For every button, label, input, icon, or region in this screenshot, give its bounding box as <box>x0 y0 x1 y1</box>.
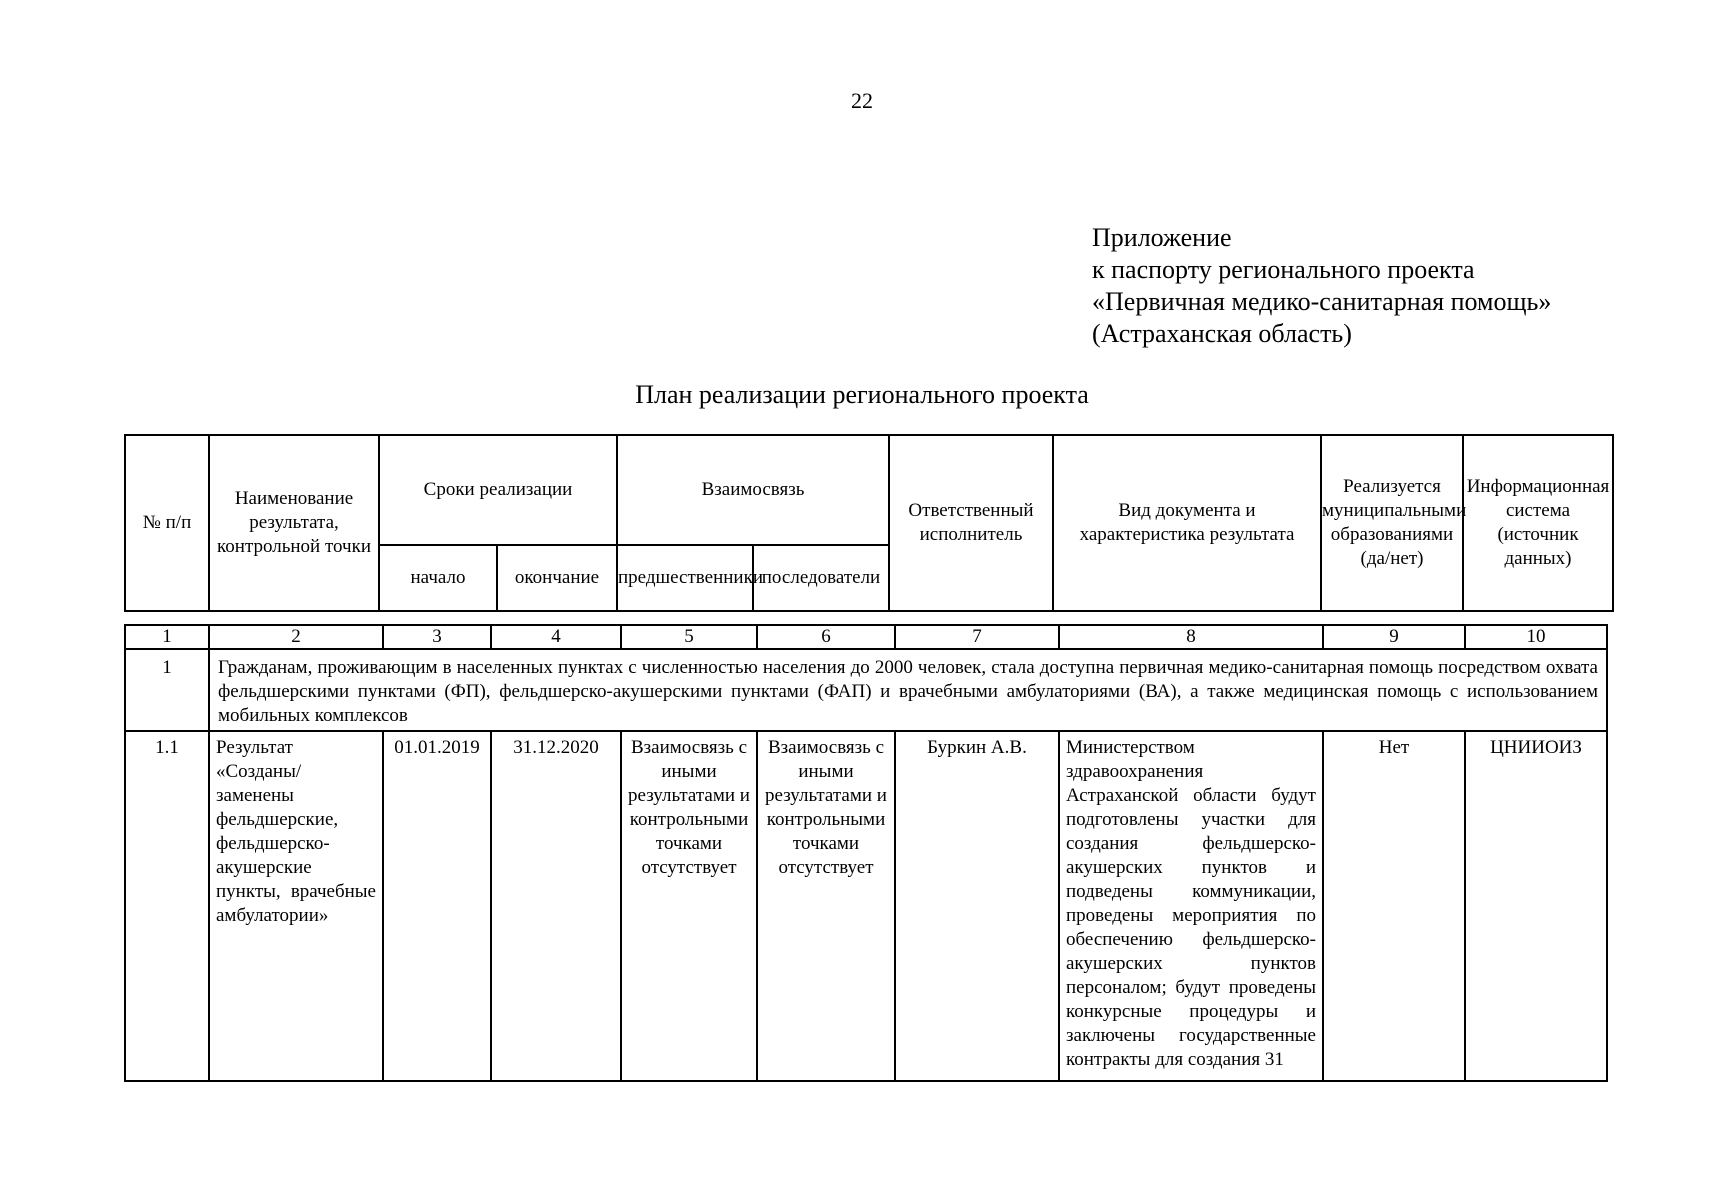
header-predecessors: предшественники <box>617 545 753 611</box>
header-link: Взаимосвязь <box>617 435 889 545</box>
header-info-system: Информационная система (источник данных) <box>1463 435 1613 611</box>
row-num: 1.1 <box>125 731 209 1081</box>
header-responsible: Ответственный исполнитель <box>889 435 1053 611</box>
column-number: 2 <box>209 625 383 649</box>
column-number: 5 <box>621 625 757 649</box>
appendix-line-2: к паспорту регионального проекта <box>1092 255 1475 284</box>
section-text: Гражданам, проживающим в населенных пунктах с численностью населения до 2000 человек, стала доступна первичная медико-санитарная помощь посредством охвата фельдшерскими пунктами (ФП), фельдшерско-акушерскими пунктами (ФАП) и врачебными амбулаториями (ВА), а также медицинская помощь с использованием мобильных комплексов <box>209 649 1607 731</box>
header-document: Вид документа и характеристика результата <box>1053 435 1321 611</box>
column-number: 7 <box>895 625 1059 649</box>
row-document: Министерством здравоохранения Астраханской области будут подготовлены участки для создания фельдшерско-акушерских пунктов и подведены коммуникации, проведены мероприятия по обеспечению фельдшерско-акушерских пунктов персоналом; будут проведены конкурсные процедуры и заключены государственные контракты для создания 31 <box>1059 731 1323 1081</box>
header-end: окончание <box>497 545 617 611</box>
column-number: 6 <box>757 625 895 649</box>
table-row <box>125 731 1607 1081</box>
header-table <box>124 434 1614 612</box>
column-number: 8 <box>1059 625 1323 649</box>
header-terms: Сроки реализации <box>379 435 617 545</box>
section-row <box>125 649 1607 731</box>
section-num: 1 <box>125 649 209 731</box>
row-successors: Взаимосвязь с иными результатами и контрольными точками отсутствует <box>757 731 895 1081</box>
row-responsible: Буркин А.В. <box>895 731 1059 1081</box>
column-number: 4 <box>491 625 621 649</box>
row-start: 01.01.2019 <box>383 731 491 1081</box>
column-number: 9 <box>1323 625 1465 649</box>
row-info-system: ЦНИИОИЗ <box>1465 731 1607 1081</box>
column-number: 3 <box>383 625 491 649</box>
plan-title: План реализации регионального проекта <box>635 380 1089 409</box>
header-num: № п/п <box>125 435 209 611</box>
column-number-row <box>125 625 1607 649</box>
header-start: начало <box>379 545 497 611</box>
plan-table <box>124 624 1608 1082</box>
page-number: 22 <box>851 88 873 113</box>
header-name: Наименование результата, контрольной точки <box>209 435 379 611</box>
row-name: Результат «Созданы/заменены фельдшерские, фельдшерско-акушерские пункты, врачебные амбулатории» <box>209 731 383 1081</box>
row-predecessors: Взаимосвязь с иными результатами и контрольными точками отсутствует <box>621 731 757 1081</box>
appendix-line-4: (Астраханская область) <box>1092 319 1352 348</box>
header-municipal: Реализуется муниципальными образованиями (да/нет) <box>1321 435 1463 611</box>
appendix-line-1: Приложение <box>1092 223 1232 252</box>
appendix-line-3: «Первичная медико-санитарная помощь» <box>1092 287 1552 316</box>
appendix-block <box>1092 222 1551 350</box>
row-municipal: Нет <box>1323 731 1465 1081</box>
column-number: 1 <box>125 625 209 649</box>
row-end: 31.12.2020 <box>491 731 621 1081</box>
column-number: 10 <box>1465 625 1607 649</box>
header-successors: последователи <box>753 545 889 611</box>
